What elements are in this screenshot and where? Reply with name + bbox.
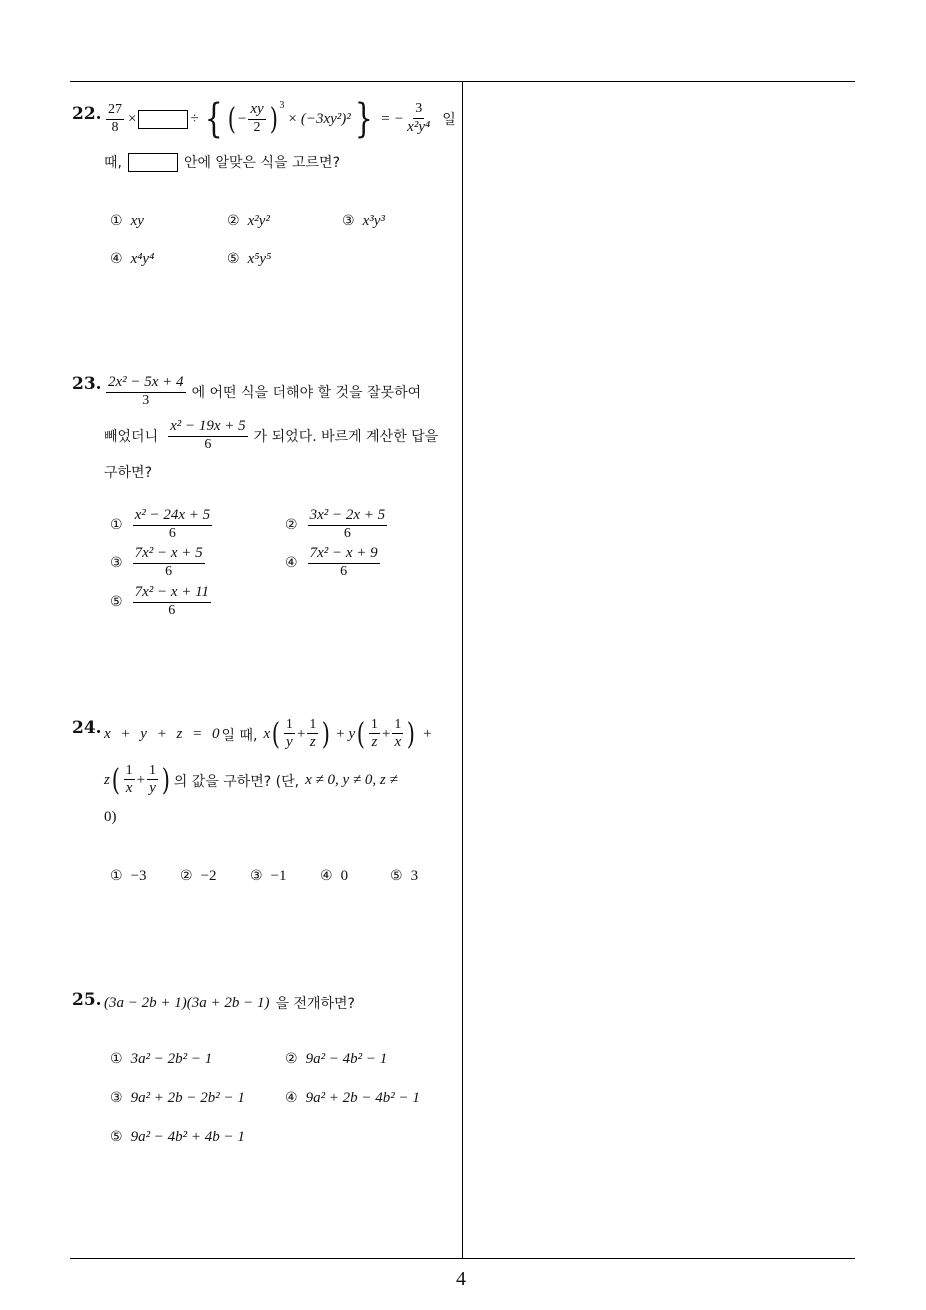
question-number: 25. xyxy=(72,990,102,1010)
choice-3[interactable]: ③ x³y³ xyxy=(342,213,385,229)
fraction: $\frac{\text{x² − 19x + 5}}{6}$ xyxy=(170,418,246,452)
question-22-line1: $\frac{27}{8}$ × ÷ { ( − $\frac{xy}{2}$ ) 3 × (−3xy²)² } = − $\frac{3}{\text{x²y⁴}}$ 일 xyxy=(108,96,456,142)
choice-5[interactable]: ⑤ $\frac{\text{7x² − x + 11}}{6}$ xyxy=(110,584,210,618)
question-number: 23. xyxy=(72,374,102,394)
question-24-line2: z ( $\frac{1}{x}$ + $\frac{1}{y}$ ) 의 값을 구하면? (단, x ≠ 0, y ≠ 0, z ≠ xyxy=(104,762,398,798)
left-paren: ( xyxy=(227,101,237,137)
question-25-line1: (3a − 2b + 1)(3a + 2b − 1) 을 전개하면? xyxy=(104,994,355,1012)
choice-3[interactable]: ③ −1 xyxy=(250,868,287,884)
choice-1[interactable]: ① −3 xyxy=(110,868,147,884)
fraction: $\frac{27}{8}$ xyxy=(108,101,122,135)
right-brace: } xyxy=(354,96,373,142)
choice-5[interactable]: ⑤ x⁵y⁵ xyxy=(227,251,272,267)
question-number: 24. xyxy=(72,718,102,738)
right-paren: ) xyxy=(269,101,278,137)
choice-2[interactable]: ② $\frac{\text{3x² − 2x + 5}}{6}$ xyxy=(285,507,386,541)
question-22-line2: 때, 안에 알맞은 식을 고르면? xyxy=(104,152,340,172)
question-23-line1: $\frac{\text{2x² − 5x + 4}}{3}$ 에 어떤 식을 더해야 할 것을 잘못하여 xyxy=(108,374,422,408)
question-24-line1: x + y + z = 0 일 때, x ( $\frac{1}{y}$ + $\frac{1}{z}$ ) + y ( $\frac{1}{z}$ + $\frac{1}{x}$ ) + xyxy=(104,716,432,752)
fraction: $\frac{3}{\text{x²y⁴}}$ xyxy=(407,101,431,135)
question-number: 22. xyxy=(72,104,102,124)
choice-5[interactable]: ⑤ 9a² − 4b² + 4b − 1 xyxy=(110,1129,245,1145)
choice-3[interactable]: ③ 9a² + 2b − 2b² − 1 xyxy=(110,1090,245,1106)
left-brace: { xyxy=(204,96,223,142)
choice-2[interactable]: ② −2 xyxy=(180,868,217,884)
choice-4[interactable]: ④ x⁴y⁴ xyxy=(110,251,155,267)
choice-1[interactable]: ① xy xyxy=(110,213,144,229)
choice-4[interactable]: ④ 0 xyxy=(320,868,349,884)
choice-1[interactable]: ① 3a² − 2b² − 1 xyxy=(110,1051,213,1067)
choice-2[interactable]: ② x²y² xyxy=(227,213,270,229)
answer-blank-box xyxy=(138,110,188,129)
question-23-line3: 구하면? xyxy=(104,465,153,481)
choice-4[interactable]: ④ $\frac{\text{7x² − x + 9}}{6}$ xyxy=(285,545,378,579)
choice-1[interactable]: ① $\frac{\text{x² − 24x + 5}}{6}$ xyxy=(110,507,211,541)
choice-4[interactable]: ④ 9a² + 2b − 4b² − 1 xyxy=(285,1090,420,1106)
fraction: $\frac{\text{2x² − 5x + 4}}{3}$ xyxy=(108,374,184,408)
answer-blank-box xyxy=(128,153,178,172)
question-24-line3: 0) xyxy=(104,809,117,825)
choice-2[interactable]: ② 9a² − 4b² − 1 xyxy=(285,1051,388,1067)
page-number: 4 xyxy=(456,1268,466,1290)
column-divider xyxy=(462,81,463,1259)
choice-3[interactable]: ③ $\frac{\text{7x² − x + 5}}{6}$ xyxy=(110,545,203,579)
choice-5[interactable]: ⑤ 3 xyxy=(390,868,419,884)
question-23-line2: 빼었더니 $\frac{\text{x² − 19x + 5}}{6}$ 가 되었다. 바르게 계산한 답을 xyxy=(104,418,439,452)
fraction: $\frac{xy}{2}$ xyxy=(250,101,264,136)
bottom-rule xyxy=(70,1258,855,1259)
